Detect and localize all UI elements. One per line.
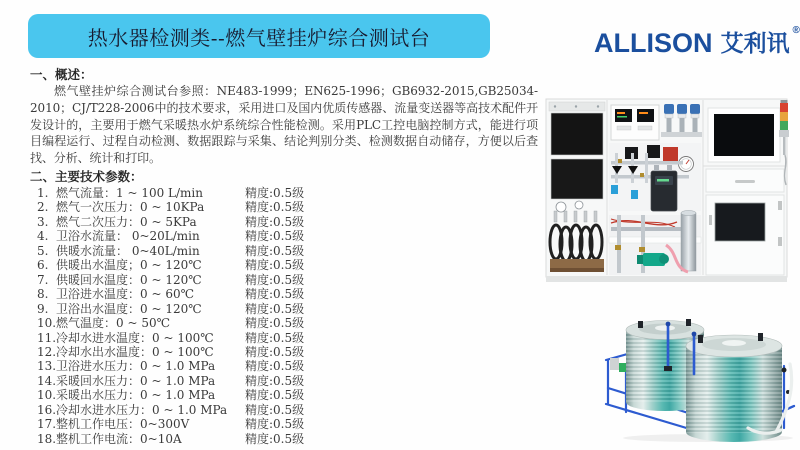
test-bench-illustration (545, 95, 790, 285)
parameter-number: 2. (37, 200, 49, 215)
parameter-spec: 燃气一次压力：0 ~ 10KPa (56, 200, 205, 215)
water-tanks-illustration (598, 308, 800, 443)
parameter-precision: 精度:0.5级 (245, 431, 305, 446)
parameter-spec: 供暖回水温度：0 ~ 120℃ (56, 272, 202, 287)
parameters-section (30, 168, 538, 446)
parameter-number: 8. (37, 287, 49, 302)
parameter-spec: 卫浴出水温度：0 ~ 120℃ (56, 301, 202, 316)
photo-test-bench (545, 95, 790, 285)
brand-logo (594, 25, 800, 58)
parameter-row (30, 302, 538, 316)
brand-name-latin: ALLISON (594, 28, 713, 58)
registered-trademark-mark: ® (792, 25, 800, 36)
parameter-number: 7. (37, 272, 49, 287)
parameter-spec: 冷却水出水温度：0 ~ 100℃ (56, 344, 214, 359)
parameter-row (30, 374, 538, 388)
parameter-precision: 精度:0.5级 (245, 330, 305, 345)
parameter-number: 11. (37, 330, 57, 345)
parameter-precision: 精度:0.5级 (245, 388, 305, 403)
overview-section (30, 66, 538, 167)
parameter-row (30, 215, 538, 229)
parameter-row (30, 229, 538, 243)
parameter-row (30, 331, 538, 345)
parameter-spec: 供暖水流量： 0~40L/min (56, 243, 200, 258)
parameter-spec: 供暖出水温度；0 ~ 120℃ (56, 258, 202, 273)
parameter-row (30, 345, 538, 359)
parameter-precision: 精度:0.5级 (245, 287, 305, 302)
photo-water-tanks (598, 308, 800, 443)
parameter-precision: 精度:0.5级 (245, 229, 305, 244)
parameter-row (30, 244, 538, 258)
parameter-number: 13. (37, 359, 57, 374)
parameter-spec: 卫浴进水压力：0 ~ 1.0 MPa (56, 359, 216, 374)
parameter-precision: 精度:0.5级 (245, 301, 305, 316)
parameter-number: 1. (37, 186, 49, 200)
parameter-precision: 精度:0.5级 (245, 344, 305, 359)
title-banner (28, 14, 490, 58)
parameter-row (30, 388, 538, 402)
parameter-precision: 精度:0.5级 (245, 243, 305, 258)
parameter-row (30, 287, 538, 301)
parameter-spec: 整机工作电压：0~300V (56, 417, 190, 432)
parameter-spec: 整机工作电流：0~10A (56, 431, 182, 446)
parameter-spec: 采暖出水压力：0 ~ 1.0 MPa (56, 388, 216, 403)
parameter-precision: 精度:0.5级 (245, 200, 305, 215)
parameter-row (30, 359, 538, 373)
parameter-precision: 精度:0.5级 (245, 214, 305, 229)
parameter-number: 6. (37, 258, 49, 273)
parameter-number: 12. (37, 344, 57, 359)
parameter-spec: 燃气流量：1 ~ 100 L/min (56, 186, 203, 200)
parameter-row (30, 417, 538, 431)
brand-name-cjk: 艾利讯 (720, 30, 790, 56)
parameter-number: 9. (37, 301, 49, 316)
parameter-spec: 冷却水进水压力：0 ~ 1.0 MPa (56, 402, 228, 417)
page-title: 热水器检测类--燃气壁挂炉综合测试台 (87, 25, 431, 50)
parameter-spec: 卫浴水流量： 0~20L/min (56, 229, 200, 244)
parameter-precision: 精度:0.5级 (245, 186, 305, 200)
parameter-spec: 燃气二次压力：0 ~ 5KPa (56, 214, 197, 229)
overview-paragraph: 燃气壁挂炉综合测试台参照：NE483-1999；EN625-1996；GB6932-2015,GB25034-2010；CJ/T228-2006中的技术要求，采用进口及国内优质传感器、流量变送器等高技术配件开发设计的，主要用于燃气采暖热水炉系统综合性能检测。采用PLC工控电脑控制方式，能进行项目编程运行、过程自动检测、数据跟踪与采集、结论判别分类、检测数据自动储存，方便以后查找、分析、统计和打印。 (30, 84, 538, 166)
parameter-row (30, 200, 538, 214)
parameter-spec: 采暖回水压力：0 ~ 1.0 MPa (56, 373, 216, 388)
parameter-row (30, 403, 538, 417)
parameter-precision: 精度:0.5级 (245, 258, 305, 273)
parameter-row (30, 316, 538, 330)
parameter-number: 10. (37, 388, 57, 403)
parameter-list (30, 186, 538, 446)
parameter-precision: 精度:0.5级 (245, 402, 305, 417)
parameter-row (30, 186, 538, 200)
parameter-number: 16. (37, 402, 57, 417)
parameter-precision: 精度:0.5级 (245, 359, 305, 374)
parameter-spec: 卫浴进水温度：0 ~ 60℃ (56, 287, 195, 302)
parameter-number: 3. (37, 214, 49, 229)
parameter-row (30, 432, 538, 446)
parameter-number: 4. (37, 229, 49, 244)
parameter-number: 14. (37, 373, 57, 388)
parameter-precision: 精度:0.5级 (245, 373, 305, 388)
parameter-precision: 精度:0.5级 (245, 417, 305, 432)
parameters-heading: 二、主要技术参数： (30, 169, 143, 184)
parameter-spec: 冷却水进水温度：0 ~ 100℃ (56, 330, 214, 345)
parameter-number: 18. (37, 431, 57, 446)
parameter-number: 5. (37, 243, 49, 258)
parameter-number: 17. (37, 417, 57, 432)
parameter-precision: 精度:0.5级 (245, 316, 305, 331)
parameter-row (30, 258, 538, 272)
parameter-row (30, 273, 538, 287)
overview-heading: 一、概述： (30, 67, 93, 82)
parameter-precision: 精度:0.5级 (245, 272, 305, 287)
parameter-number: 10. (37, 316, 57, 331)
parameter-spec: 燃气温度：0 ~ 50℃ (56, 316, 171, 331)
